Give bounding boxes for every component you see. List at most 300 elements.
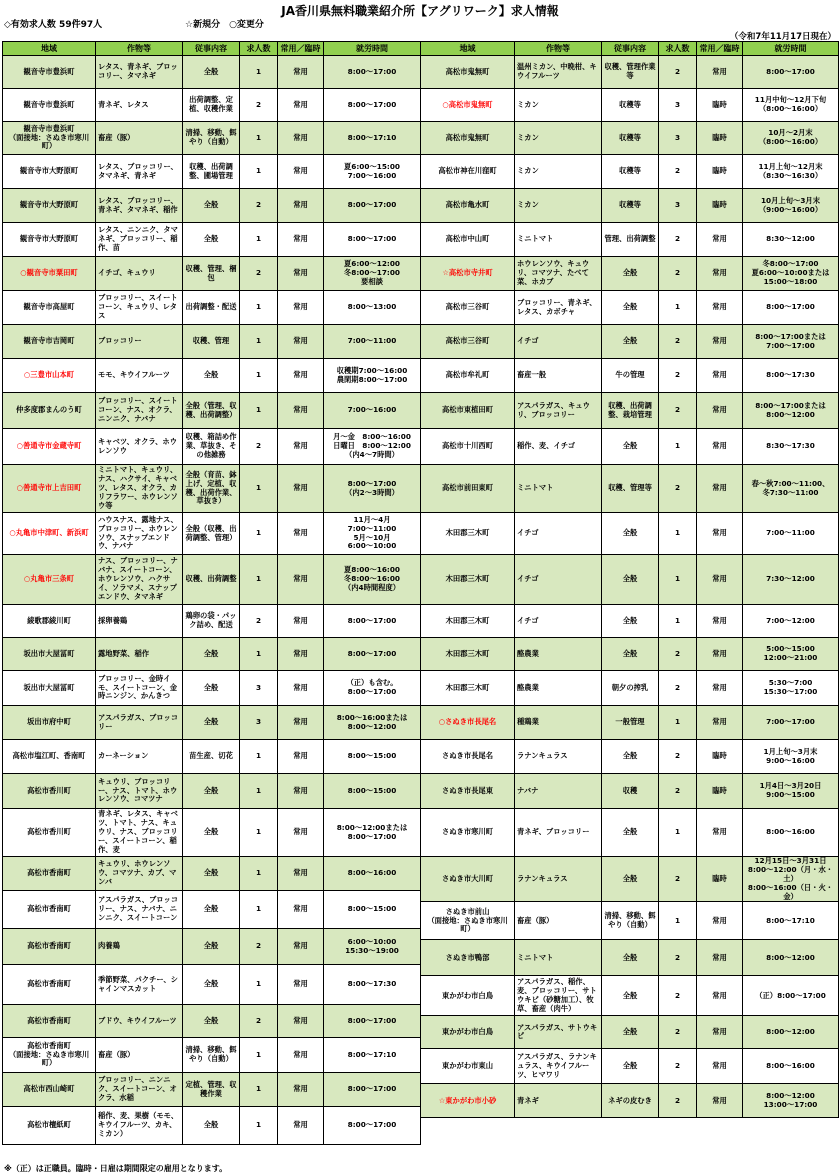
employment-type-cell: 常用 bbox=[278, 155, 324, 189]
count-cell: 1 bbox=[240, 1073, 278, 1107]
table-row bbox=[3, 706, 421, 740]
crop-cell: レタス、ブロッコリー、青ネギ、タマネギ、稲作 bbox=[96, 189, 183, 223]
count-cell: 2 bbox=[240, 429, 278, 465]
crop-cell: ハウスナス、露地ナス、ブロッコリー、ホウレンソウ、スナップエンドウ、ナバナ bbox=[96, 513, 183, 555]
crop-cell: 青ネギ bbox=[515, 1084, 602, 1118]
count-cell: 2 bbox=[659, 1016, 697, 1049]
area-cell: 高松市前田東町 bbox=[421, 465, 515, 513]
hours-cell: 8:00～12:00または 8:00～17:00 bbox=[324, 809, 421, 857]
count-cell: 3 bbox=[240, 671, 278, 706]
count-cell: 1 bbox=[659, 291, 697, 325]
work-cell: 全般 bbox=[183, 189, 240, 223]
crop-cell: レタス、ニンニク、タマネギ、ブロッコリー、稲作、苗 bbox=[96, 223, 183, 257]
table-row bbox=[3, 325, 421, 359]
hours-cell: 8:00～17:00 bbox=[324, 1005, 421, 1038]
employment-type-cell: 常用 bbox=[278, 774, 324, 809]
count-cell: 2 bbox=[240, 605, 278, 638]
area-cell: 東かがわ市白鳥 bbox=[421, 976, 515, 1016]
employment-type-cell: 臨時 bbox=[697, 189, 743, 223]
work-cell: 全般 bbox=[602, 857, 659, 902]
area-cell: 高松市香川町 bbox=[3, 809, 96, 857]
crop-cell: イチゴ bbox=[515, 513, 602, 555]
area-cell: 観音寺市大野原町 bbox=[3, 223, 96, 257]
table-row bbox=[3, 189, 421, 223]
employment-type-cell: 常用 bbox=[278, 89, 324, 122]
count-cell: 1 bbox=[240, 857, 278, 891]
employment-type-cell: 常用 bbox=[697, 940, 743, 976]
hours-cell: 8:00～15:00 bbox=[324, 740, 421, 774]
hours-cell: 1月4日～3月20日 9:00～15:00 bbox=[743, 774, 839, 809]
column-header: 作物等 bbox=[515, 42, 602, 56]
table-row bbox=[421, 155, 839, 189]
crop-cell: ラナンキュラス bbox=[515, 740, 602, 774]
crop-cell: キャベツ、オクラ、ホウレンソウ bbox=[96, 429, 183, 465]
table-row bbox=[421, 122, 839, 155]
employment-type-cell: 常用 bbox=[278, 359, 324, 393]
crop-cell: ミカン bbox=[515, 122, 602, 155]
table-row bbox=[421, 89, 839, 122]
status-legend: ☆新規分 ○変更分 bbox=[185, 20, 264, 30]
employment-type-cell: 常用 bbox=[278, 325, 324, 359]
area-cell: 観音寺市豊浜町 bbox=[3, 89, 96, 122]
column-header: 地域 bbox=[421, 42, 515, 56]
count-cell: 2 bbox=[659, 325, 697, 359]
work-cell: 収穫等 bbox=[602, 89, 659, 122]
hours-cell: 夏8:00～16:00 冬8:00～16:00 （内4時間程度） bbox=[324, 555, 421, 605]
crop-cell: キュウリ、ホウレンソウ、コマツナ、カブ、マンバ bbox=[96, 857, 183, 891]
work-cell: 収穫、出荷調整、圃場管理 bbox=[183, 155, 240, 189]
hours-cell: 11月中旬～12月下旬 （8:00～16:00） bbox=[743, 89, 839, 122]
area-cell: 観音寺市大野原町 bbox=[3, 155, 96, 189]
table-row bbox=[421, 359, 839, 393]
work-cell: 収穫、管理 bbox=[183, 325, 240, 359]
count-cell: 1 bbox=[240, 740, 278, 774]
table-row bbox=[421, 429, 839, 465]
table-row bbox=[421, 555, 839, 605]
hours-cell: 8:00～13:00 bbox=[324, 291, 421, 325]
table-row bbox=[421, 1016, 839, 1049]
crop-cell: ラナンキュラス bbox=[515, 857, 602, 902]
work-cell: 収穫、管理作業等 bbox=[602, 56, 659, 89]
count-cell: 2 bbox=[659, 638, 697, 671]
table-row bbox=[421, 393, 839, 429]
area-cell: ○さぬき市長尾名 bbox=[421, 706, 515, 740]
crop-cell: ミカン bbox=[515, 155, 602, 189]
count-cell: 3 bbox=[240, 706, 278, 740]
table-row bbox=[3, 56, 421, 89]
area-cell: ○観音寺市粟田町 bbox=[3, 257, 96, 291]
work-cell: 管理、出荷調整 bbox=[602, 223, 659, 257]
work-cell: 収穫、管理、梱包 bbox=[183, 257, 240, 291]
table-row bbox=[3, 555, 421, 605]
area-cell: ○丸亀市中津町、新浜町 bbox=[3, 513, 96, 555]
employment-type-cell: 常用 bbox=[278, 891, 324, 929]
table-row bbox=[3, 291, 421, 325]
table-row bbox=[3, 513, 421, 555]
area-cell: さぬき市長尾名 bbox=[421, 740, 515, 774]
work-cell: 全般 bbox=[183, 671, 240, 706]
work-cell: 全般（収穫、出荷調整、管理） bbox=[183, 513, 240, 555]
work-cell: 全般 bbox=[602, 291, 659, 325]
area-cell: 高松市香南町 （面接地：さぬき市寒川町） bbox=[3, 1038, 96, 1073]
crop-cell: 青ネギ、レタス bbox=[96, 89, 183, 122]
work-cell: 全般 bbox=[183, 1005, 240, 1038]
table-row bbox=[421, 605, 839, 638]
employment-type-cell: 常用 bbox=[278, 809, 324, 857]
hours-cell: 7:00～11:00 bbox=[743, 513, 839, 555]
hours-cell: 8:00～17:00 bbox=[324, 56, 421, 89]
employment-type-cell: 臨時 bbox=[697, 89, 743, 122]
work-cell: 全般 bbox=[183, 965, 240, 1005]
area-cell: 高松市三谷町 bbox=[421, 325, 515, 359]
crop-cell: ブロッコリー bbox=[96, 325, 183, 359]
work-cell: 全般 bbox=[183, 929, 240, 965]
employment-type-cell: 常用 bbox=[697, 1016, 743, 1049]
work-cell: 収穫、出荷調整、栽培管理 bbox=[602, 393, 659, 429]
table-row bbox=[421, 325, 839, 359]
hours-cell: 8:00～17:30 bbox=[324, 965, 421, 1005]
count-cell: 2 bbox=[240, 1005, 278, 1038]
hours-cell: 8:00～17:00 bbox=[743, 291, 839, 325]
crop-cell: アスパラガス、稲作、麦、ブロッコリー、サトウキビ（砂糖加工）、牧草、畜産（肉牛） bbox=[515, 976, 602, 1016]
count-cell: 3 bbox=[659, 89, 697, 122]
count-cell: 1 bbox=[240, 555, 278, 605]
table-row bbox=[421, 465, 839, 513]
table-row bbox=[3, 1038, 421, 1073]
work-cell: 全般 bbox=[183, 857, 240, 891]
crop-cell: 畜産（豚） bbox=[96, 1038, 183, 1073]
area-cell: 木田郡三木町 bbox=[421, 605, 515, 638]
area-cell: さぬき市前山 （面接地：さぬき市寒川町） bbox=[421, 902, 515, 940]
work-cell: 全般 bbox=[602, 429, 659, 465]
employment-type-cell: 常用 bbox=[278, 122, 324, 155]
employment-type-cell: 臨時 bbox=[697, 774, 743, 809]
work-cell: 全般（管理、収穫、出荷調整） bbox=[183, 393, 240, 429]
employment-type-cell: 臨時 bbox=[697, 155, 743, 189]
work-cell: 全般 bbox=[602, 325, 659, 359]
hours-cell: （正）8:00～17:00 bbox=[743, 976, 839, 1016]
hours-cell: 8:00～12:00 13:00～17:00 bbox=[743, 1084, 839, 1118]
area-cell: ○善通寺市上吉田町 bbox=[3, 465, 96, 513]
work-cell: 全般 bbox=[183, 891, 240, 929]
hours-cell: 8:00～15:00 bbox=[324, 891, 421, 929]
crop-cell: 青ネギ、ブロッコリー bbox=[515, 809, 602, 857]
count-cell: 1 bbox=[240, 393, 278, 429]
table-row bbox=[421, 513, 839, 555]
work-cell: 全般（育苗、鉢上げ、定植、収穫、出荷作業、草抜き） bbox=[183, 465, 240, 513]
hours-cell: 7:00～12:00 bbox=[743, 605, 839, 638]
area-cell: 高松市香南町 bbox=[3, 965, 96, 1005]
crop-cell: レタス、ブロッコリー、タマネギ、青ネギ bbox=[96, 155, 183, 189]
crop-cell: ブロッコリー、ニンニク、スイートコーン、オクラ、水稲 bbox=[96, 1073, 183, 1107]
table-row bbox=[421, 56, 839, 89]
crop-cell: アスパラガス、キュウリ、ブロッコリー bbox=[515, 393, 602, 429]
crop-cell: ミニトマト、キュウリ、ナス、ハクサイ、キャベツ、レタス、オクラ、カリフラワー、ホウレンソウ等 bbox=[96, 465, 183, 513]
work-cell: 全般 bbox=[602, 976, 659, 1016]
hours-cell: 7:30～12:00 bbox=[743, 555, 839, 605]
area-cell: 綾歌郡綾川町 bbox=[3, 605, 96, 638]
table-header-row bbox=[421, 42, 839, 56]
employment-type-cell: 常用 bbox=[278, 671, 324, 706]
count-cell: 1 bbox=[240, 965, 278, 1005]
hours-cell: 11月上旬～12月末 （8:30～16:30） bbox=[743, 155, 839, 189]
work-cell: 定植、管理、収穫作業 bbox=[183, 1073, 240, 1107]
hours-cell: 8:00～17:00 bbox=[324, 223, 421, 257]
employment-type-cell: 常用 bbox=[278, 1073, 324, 1107]
table-row bbox=[421, 638, 839, 671]
area-cell: ○高松市鬼無町 bbox=[421, 89, 515, 122]
table-row bbox=[3, 740, 421, 774]
count-cell: 2 bbox=[240, 929, 278, 965]
hours-cell: 8:00～17:10 bbox=[324, 122, 421, 155]
crop-cell: 季節野菜、パクチー、シャインマスカット bbox=[96, 965, 183, 1005]
crop-cell: ブロッコリー、青ネギ、レタス、カボチャ bbox=[515, 291, 602, 325]
crop-cell: ホウレンソウ、キュウリ、コマツナ、たべて菜、ホカブ bbox=[515, 257, 602, 291]
column-header: 求人数 bbox=[659, 42, 697, 56]
hours-cell: 8:00～17:00 bbox=[324, 638, 421, 671]
hours-cell: （正）も含む。 8:00～17:00 bbox=[324, 671, 421, 706]
employment-type-cell: 常用 bbox=[278, 223, 324, 257]
employment-type-cell: 常用 bbox=[697, 257, 743, 291]
column-header: 地域 bbox=[3, 42, 96, 56]
count-cell: 1 bbox=[659, 902, 697, 940]
work-cell: 収穫等 bbox=[602, 122, 659, 155]
employment-type-cell: 常用 bbox=[278, 465, 324, 513]
count-cell: 2 bbox=[240, 257, 278, 291]
hours-cell: 8:00～17:00または 8:00～12:00 bbox=[743, 393, 839, 429]
crop-cell: イチゴ bbox=[515, 555, 602, 605]
employment-type-cell: 臨時 bbox=[697, 122, 743, 155]
footnote: ※（正）は正職員。臨時・日雇は期間限定の雇用となります。 bbox=[4, 1164, 228, 1173]
hours-cell: 夏6:00～15:00 7:00～16:00 bbox=[324, 155, 421, 189]
employment-type-cell: 常用 bbox=[697, 429, 743, 465]
table-row bbox=[3, 89, 421, 122]
hours-cell: 8:30～12:00 bbox=[743, 223, 839, 257]
area-cell: 観音寺市大野原町 bbox=[3, 189, 96, 223]
count-cell: 1 bbox=[240, 291, 278, 325]
table-row bbox=[421, 1084, 839, 1118]
count-cell: 1 bbox=[240, 56, 278, 89]
employment-type-cell: 常用 bbox=[278, 857, 324, 891]
employment-type-cell: 常用 bbox=[278, 929, 324, 965]
count-cell: 2 bbox=[659, 740, 697, 774]
column-header: 常用／臨時 bbox=[278, 42, 324, 56]
hours-cell: 8:00～17:00 （内2～3時間） bbox=[324, 465, 421, 513]
table-row bbox=[3, 465, 421, 513]
count-cell: 2 bbox=[659, 857, 697, 902]
work-cell: 収穫等 bbox=[602, 189, 659, 223]
crop-cell: アスパラガス、サトウキビ bbox=[515, 1016, 602, 1049]
crop-cell: イチゴ、キュウリ bbox=[96, 257, 183, 291]
area-cell: ○善通寺市金蔵寺町 bbox=[3, 429, 96, 465]
hours-cell: 8:00～17:10 bbox=[324, 1038, 421, 1073]
table-row bbox=[421, 671, 839, 706]
area-cell: ☆東かがわ市小砂 bbox=[421, 1084, 515, 1118]
count-cell: 1 bbox=[659, 605, 697, 638]
hours-cell: 8:00～17:00または 7:00～17:00 bbox=[743, 325, 839, 359]
count-cell: 2 bbox=[659, 257, 697, 291]
job-count-summary: ◇有効求人数 59件97人 bbox=[4, 20, 103, 30]
hours-cell: 8:00～17:10 bbox=[743, 902, 839, 940]
work-cell: 全般 bbox=[183, 638, 240, 671]
count-cell: 2 bbox=[659, 155, 697, 189]
table-row bbox=[3, 965, 421, 1005]
area-cell: さぬき市寒川町 bbox=[421, 809, 515, 857]
area-cell: 坂出市大屋冨町 bbox=[3, 638, 96, 671]
area-cell: 高松市中山町 bbox=[421, 223, 515, 257]
hours-cell: 8:00～17:00 bbox=[324, 1107, 421, 1145]
crop-cell: 露地野菜、稲作 bbox=[96, 638, 183, 671]
crop-cell: 温州ミカン、中晩柑、キウイフルーツ bbox=[515, 56, 602, 89]
hours-cell: 1月上旬～3月末 9:00～16:00 bbox=[743, 740, 839, 774]
table-row bbox=[421, 940, 839, 976]
employment-type-cell: 常用 bbox=[697, 605, 743, 638]
employment-type-cell: 常用 bbox=[278, 291, 324, 325]
work-cell: 清掃、移動、餌やり（自動） bbox=[183, 1038, 240, 1073]
employment-type-cell: 常用 bbox=[697, 465, 743, 513]
area-cell: 高松市東植田町 bbox=[421, 393, 515, 429]
area-cell: 高松市香川町 bbox=[3, 774, 96, 809]
hours-cell: 月～金 8:00～16:00 日曜日 8:00～12:00 （内4～7時間） bbox=[324, 429, 421, 465]
table-row bbox=[3, 857, 421, 891]
work-cell: 全般 bbox=[602, 638, 659, 671]
work-cell: 全般 bbox=[602, 555, 659, 605]
work-cell: 清掃、移動、餌やり（自動） bbox=[183, 122, 240, 155]
work-cell: 全般 bbox=[183, 706, 240, 740]
job-table-left bbox=[2, 41, 421, 1145]
table-row bbox=[421, 740, 839, 774]
count-cell: 2 bbox=[659, 56, 697, 89]
count-cell: 1 bbox=[659, 429, 697, 465]
table-row bbox=[3, 1005, 421, 1038]
area-cell: 高松市檀紙町 bbox=[3, 1107, 96, 1145]
crop-cell: 酪農業 bbox=[515, 671, 602, 706]
employment-type-cell: 常用 bbox=[278, 706, 324, 740]
crop-cell: カーネーション bbox=[96, 740, 183, 774]
column-header: 作物等 bbox=[96, 42, 183, 56]
work-cell: 収穫 bbox=[602, 774, 659, 809]
employment-type-cell: 常用 bbox=[278, 257, 324, 291]
area-cell: 坂出市大屋冨町 bbox=[3, 671, 96, 706]
table-row bbox=[3, 671, 421, 706]
hours-cell: 5:00～15:00 12:00～21:00 bbox=[743, 638, 839, 671]
crop-cell: イチゴ bbox=[515, 325, 602, 359]
work-cell: 全般 bbox=[602, 940, 659, 976]
hours-cell: 10月～2月末 （8:00～16:00） bbox=[743, 122, 839, 155]
area-cell: 木田郡三木町 bbox=[421, 513, 515, 555]
hours-cell: 夏6:00～12:00 冬8:00～17:00 要相談 bbox=[324, 257, 421, 291]
count-cell: 1 bbox=[240, 359, 278, 393]
count-cell: 1 bbox=[240, 122, 278, 155]
column-header: 従事内容 bbox=[602, 42, 659, 56]
area-cell: 高松市香南町 bbox=[3, 1005, 96, 1038]
employment-type-cell: 常用 bbox=[697, 291, 743, 325]
work-cell: 出荷調整・配送 bbox=[183, 291, 240, 325]
table-row bbox=[3, 393, 421, 429]
count-cell: 1 bbox=[240, 223, 278, 257]
hours-cell: 8:30～17:30 bbox=[743, 429, 839, 465]
area-cell: 観音寺市吉岡町 bbox=[3, 325, 96, 359]
hours-cell: 8:00～15:00 bbox=[324, 774, 421, 809]
work-cell: 収穫、管理等 bbox=[602, 465, 659, 513]
as-of-date: （令和7年11月17日現在） bbox=[729, 32, 836, 42]
area-cell: 高松市亀水町 bbox=[421, 189, 515, 223]
employment-type-cell: 常用 bbox=[697, 902, 743, 940]
table-row bbox=[3, 359, 421, 393]
employment-type-cell: 常用 bbox=[278, 555, 324, 605]
employment-type-cell: 常用 bbox=[697, 325, 743, 359]
crop-cell: 酪農業 bbox=[515, 638, 602, 671]
hours-cell: 8:00～16:00 bbox=[743, 1049, 839, 1084]
employment-type-cell: 常用 bbox=[697, 706, 743, 740]
hours-cell: 冬8:00～17:00 夏6:00～10:00または 15:00～18:00 bbox=[743, 257, 839, 291]
count-cell: 1 bbox=[659, 513, 697, 555]
area-cell: さぬき市長尾東 bbox=[421, 774, 515, 809]
hours-cell: 8:00～17:30 bbox=[743, 359, 839, 393]
table-row bbox=[3, 605, 421, 638]
area-cell: 東かがわ市白鳥 bbox=[421, 1016, 515, 1049]
area-cell: 坂出市府中町 bbox=[3, 706, 96, 740]
work-cell: 出荷調整、定植、収穫作業 bbox=[183, 89, 240, 122]
employment-type-cell: 常用 bbox=[697, 638, 743, 671]
table-row bbox=[421, 189, 839, 223]
table-row bbox=[421, 809, 839, 857]
work-cell: 全般 bbox=[183, 774, 240, 809]
crop-cell: アスパラガス、ブロッコリー bbox=[96, 706, 183, 740]
table-row bbox=[3, 1073, 421, 1107]
table-row bbox=[3, 891, 421, 929]
employment-type-cell: 常用 bbox=[278, 56, 324, 89]
count-cell: 2 bbox=[659, 774, 697, 809]
employment-type-cell: 常用 bbox=[278, 638, 324, 671]
employment-type-cell: 常用 bbox=[278, 189, 324, 223]
work-cell: 全般 bbox=[183, 1107, 240, 1145]
crop-cell: 稲作、麦、果樹（モモ、キウイフルーツ、カキ、ミカン） bbox=[96, 1107, 183, 1145]
employment-type-cell: 常用 bbox=[278, 393, 324, 429]
column-header: 従事内容 bbox=[183, 42, 240, 56]
count-cell: 1 bbox=[240, 513, 278, 555]
employment-type-cell: 常用 bbox=[278, 429, 324, 465]
hours-cell: 8:00～16:00 bbox=[743, 809, 839, 857]
count-cell: 2 bbox=[659, 1084, 697, 1118]
table-row bbox=[3, 429, 421, 465]
table-row bbox=[421, 902, 839, 940]
count-cell: 2 bbox=[659, 359, 697, 393]
area-cell: ○三豊市山本町 bbox=[3, 359, 96, 393]
work-cell: 一般管理 bbox=[602, 706, 659, 740]
work-cell: ネギの皮むき bbox=[602, 1084, 659, 1118]
crop-cell: ブロッコリー、スイートコーン、ナス、オクラ、ニンニク、ナバナ bbox=[96, 393, 183, 429]
table-row bbox=[421, 223, 839, 257]
count-cell: 1 bbox=[240, 1038, 278, 1073]
hours-cell: 収穫期7:00～16:00 農閑期8:00～17:00 bbox=[324, 359, 421, 393]
work-cell: 全般 bbox=[183, 809, 240, 857]
table-row bbox=[3, 774, 421, 809]
crop-cell: ミカン bbox=[515, 189, 602, 223]
job-table-right bbox=[420, 41, 839, 1118]
area-cell: 観音寺市高屋町 bbox=[3, 291, 96, 325]
work-cell: 全般 bbox=[602, 605, 659, 638]
count-cell: 2 bbox=[659, 223, 697, 257]
area-cell: 観音寺市豊浜町 （面接地：さぬき市寒川町） bbox=[3, 122, 96, 155]
crop-cell: ブロッコリー、金時イモ、スイートコーン、金時ニンジン、かんきつ bbox=[96, 671, 183, 706]
hours-cell: 7:00～11:00 bbox=[324, 325, 421, 359]
count-cell: 3 bbox=[659, 189, 697, 223]
work-cell: 全般 bbox=[183, 223, 240, 257]
table-row bbox=[3, 929, 421, 965]
crop-cell: ナバナ bbox=[515, 774, 602, 809]
area-cell: さぬき市鴨部 bbox=[421, 940, 515, 976]
